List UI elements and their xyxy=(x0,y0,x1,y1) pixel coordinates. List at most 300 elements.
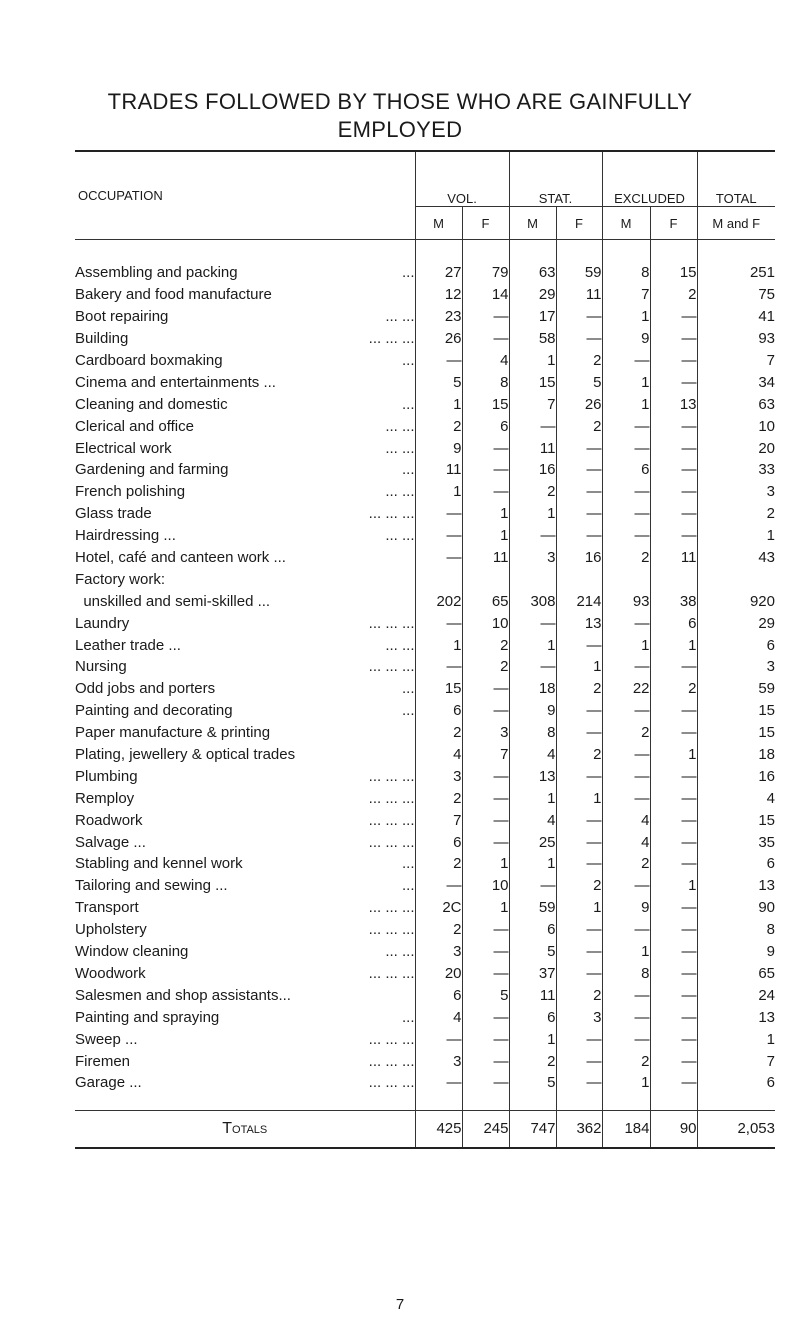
occupation-label: Assembling and packing xyxy=(75,264,238,282)
leader-dots: ... ... xyxy=(385,527,415,545)
total-cell: 9 xyxy=(697,941,775,963)
excluded-f-cell: — xyxy=(650,722,697,744)
vol-m-cell: 3 xyxy=(415,1050,462,1072)
occupation-label: French polishing xyxy=(75,483,186,501)
vol-m-cell: — xyxy=(415,656,462,678)
occupation-cell xyxy=(75,1050,415,1072)
stat-m-cell: 11 xyxy=(509,437,556,459)
excluded-m-cell: — xyxy=(602,875,650,897)
excluded-f-cell: — xyxy=(650,656,697,678)
total-cell: 3 xyxy=(697,656,775,678)
totals-stat-f: 362 xyxy=(556,1110,602,1148)
vol-m-cell: 12 xyxy=(415,284,462,306)
stat-f-cell xyxy=(556,568,602,590)
total-cell: 75 xyxy=(697,284,775,306)
leader-dots: ... xyxy=(401,680,415,698)
stat-f-cell: — xyxy=(556,306,602,328)
occupation-table xyxy=(75,150,775,1149)
totals-vol-m: 425 xyxy=(415,1110,462,1148)
leader-dots: ... xyxy=(401,702,415,720)
vol-m-cell: 6 xyxy=(415,831,462,853)
stat-f-cell: — xyxy=(556,765,602,787)
leader-dots: ... ... ... xyxy=(368,330,415,348)
occupation-cell xyxy=(75,371,415,393)
leader-dots: ... ... ... xyxy=(368,899,415,917)
page-title: TRADES FOLLOWED BY THOSE WHO ARE GAINFULLY EMPLOYED xyxy=(107,89,693,142)
excluded-m-cell: 2 xyxy=(602,722,650,744)
excluded-f-cell: — xyxy=(650,963,697,985)
excluded-m-cell: 7 xyxy=(602,284,650,306)
table-row xyxy=(75,525,775,547)
occupation-cell xyxy=(75,612,415,634)
total-cell: 65 xyxy=(697,963,775,985)
vol-m-cell: 7 xyxy=(415,809,462,831)
excluded-f-cell: 15 xyxy=(650,262,697,284)
stat-f-cell: 2 xyxy=(556,744,602,766)
excluded-m-cell: — xyxy=(602,350,650,372)
stat-f-cell: 16 xyxy=(556,547,602,569)
vol-f-cell: — xyxy=(462,765,509,787)
table-row xyxy=(75,262,775,284)
vol-f-cell: 1 xyxy=(462,853,509,875)
stat-header: STAT. xyxy=(509,152,602,207)
vol-f-cell: 6 xyxy=(462,415,509,437)
total-cell: 33 xyxy=(697,459,775,481)
occupation-label: Salesmen and shop assistants... xyxy=(75,986,291,1004)
vol-m-cell: — xyxy=(415,875,462,897)
stat-m-cell: 308 xyxy=(509,590,556,612)
vol-m-cell: — xyxy=(415,547,462,569)
stat-m-cell: 2 xyxy=(509,481,556,503)
stat-m-cell: 6 xyxy=(509,1006,556,1028)
occupation-label: Cleaning and domestic xyxy=(75,395,228,413)
occupation-label: Window cleaning xyxy=(75,943,189,961)
stat-m-cell: 15 xyxy=(509,371,556,393)
table-row xyxy=(75,984,775,1006)
stat-m-header: M xyxy=(509,207,556,240)
occupation-label: Painting and spraying xyxy=(75,1008,220,1026)
stat-m-cell: 29 xyxy=(509,284,556,306)
occupation-label: Stabling and kennel work xyxy=(75,855,243,873)
vol-f-cell: — xyxy=(462,1050,509,1072)
excluded-m-cell: — xyxy=(602,437,650,459)
table-row xyxy=(75,284,775,306)
occupation-label: Hairdressing ... xyxy=(75,527,176,545)
vol-f-cell: — xyxy=(462,700,509,722)
excluded-f-cell: — xyxy=(650,984,697,1006)
table-row xyxy=(75,963,775,985)
excluded-m-cell: — xyxy=(602,612,650,634)
stat-m-cell: 3 xyxy=(509,547,556,569)
vol-f-cell: 2 xyxy=(462,656,509,678)
occupation-cell xyxy=(75,678,415,700)
leader-dots: ... ... xyxy=(385,636,415,654)
excluded-f-cell: 11 xyxy=(650,547,697,569)
occupation-cell xyxy=(75,393,415,415)
total-cell: 4 xyxy=(697,787,775,809)
occupation-label: Boot repairing xyxy=(75,308,169,326)
vol-m-cell: — xyxy=(415,612,462,634)
total-mf-header: M and F xyxy=(697,207,775,240)
stat-f-header: F xyxy=(556,207,602,240)
excluded-m-cell: 8 xyxy=(602,262,650,284)
vol-m-cell: 27 xyxy=(415,262,462,284)
occupation-label: Upholstery xyxy=(75,921,147,939)
vol-m-cell: 1 xyxy=(415,393,462,415)
leader-dots: ... ... xyxy=(385,308,415,326)
total-cell: 8 xyxy=(697,919,775,941)
stat-m-cell: 9 xyxy=(509,700,556,722)
stat-m-cell: 37 xyxy=(509,963,556,985)
vol-m-cell: 23 xyxy=(415,306,462,328)
vol-f-cell: — xyxy=(462,459,509,481)
stat-f-cell: — xyxy=(556,437,602,459)
stat-f-cell: 2 xyxy=(556,350,602,372)
stat-f-cell: — xyxy=(556,853,602,875)
vol-f-cell: 1 xyxy=(462,503,509,525)
occupation-cell xyxy=(75,656,415,678)
stat-m-cell: 1 xyxy=(509,787,556,809)
excluded-m-cell: 1 xyxy=(602,1072,650,1094)
table-row xyxy=(75,393,775,415)
stat-m-cell xyxy=(509,568,556,590)
excluded-f-cell: — xyxy=(650,371,697,393)
excluded-m-cell: — xyxy=(602,787,650,809)
excluded-m-cell: — xyxy=(602,503,650,525)
total-cell: 90 xyxy=(697,897,775,919)
stat-f-cell: — xyxy=(556,459,602,481)
stat-m-cell: 2 xyxy=(509,1050,556,1072)
vol-m-cell: 1 xyxy=(415,634,462,656)
vol-f-cell: — xyxy=(462,437,509,459)
excluded-m-cell: 2 xyxy=(602,547,650,569)
excluded-f-cell: — xyxy=(650,1050,697,1072)
vol-f-cell: 79 xyxy=(462,262,509,284)
table-row xyxy=(75,722,775,744)
total-cell: 93 xyxy=(697,328,775,350)
excluded-m-cell: 6 xyxy=(602,459,650,481)
occupation-cell xyxy=(75,1072,415,1094)
vol-m-cell: 6 xyxy=(415,984,462,1006)
occupation-label: Laundry xyxy=(75,614,130,632)
leader-dots: ... xyxy=(401,352,415,369)
excluded-f-cell: 38 xyxy=(650,590,697,612)
leader-dots: ... ... ... xyxy=(368,658,415,676)
vol-f-cell: 10 xyxy=(462,875,509,897)
stat-f-cell: — xyxy=(556,481,602,503)
excluded-f-cell: 13 xyxy=(650,393,697,415)
excluded-m-cell: 1 xyxy=(602,393,650,415)
excluded-f-cell: 1 xyxy=(650,634,697,656)
stat-f-cell: 3 xyxy=(556,1006,602,1028)
stat-m-cell: 1 xyxy=(509,503,556,525)
leader-dots: ... ... ... xyxy=(368,833,415,851)
stat-f-cell: — xyxy=(556,919,602,941)
leader-dots: ... ... ... xyxy=(368,789,415,807)
occupation-cell xyxy=(75,306,415,328)
total-cell: 59 xyxy=(697,678,775,700)
excluded-f-cell: — xyxy=(650,503,697,525)
total-cell: 29 xyxy=(697,612,775,634)
stat-f-cell: — xyxy=(556,328,602,350)
excluded-m-cell: — xyxy=(602,415,650,437)
table-row xyxy=(75,700,775,722)
leader-dots: ... ... xyxy=(385,417,415,435)
stat-f-cell: 1 xyxy=(556,787,602,809)
stat-m-cell: 4 xyxy=(509,809,556,831)
vol-m-cell: 2 xyxy=(415,415,462,437)
occupation-cell xyxy=(75,481,415,503)
occupation-label: Odd jobs and porters xyxy=(75,680,216,698)
leader-dots: ... ... ... xyxy=(368,811,415,829)
occupation-cell xyxy=(75,525,415,547)
vol-f-cell: 8 xyxy=(462,371,509,393)
stat-m-cell: — xyxy=(509,525,556,547)
table-row xyxy=(75,503,775,525)
stat-f-cell: 2 xyxy=(556,984,602,1006)
occupation-label: Electrical work xyxy=(75,439,172,457)
occupation-cell xyxy=(75,415,415,437)
occupation-label: Plating, jewellery & optical trades xyxy=(75,746,296,764)
stat-m-cell: 7 xyxy=(509,393,556,415)
excluded-m-cell: 9 xyxy=(602,328,650,350)
excluded-m-cell: 2 xyxy=(602,853,650,875)
excluded-m-cell: 4 xyxy=(602,809,650,831)
vol-f-cell: 11 xyxy=(462,547,509,569)
vol-f-header: F xyxy=(462,207,509,240)
vol-header: VOL. xyxy=(415,152,509,207)
occupation-label: Building xyxy=(75,330,129,348)
totals-grand-total: 2,053 xyxy=(697,1110,775,1148)
stat-f-cell: 11 xyxy=(556,284,602,306)
occupation-label: Cinema and entertainments ... xyxy=(75,373,276,391)
vol-m-cell: 26 xyxy=(415,328,462,350)
occupation-label: Woodwork xyxy=(75,964,146,982)
vol-m-header: M xyxy=(415,207,462,240)
total-cell: 251 xyxy=(697,262,775,284)
excluded-f-cell: — xyxy=(650,525,697,547)
excluded-f-cell: — xyxy=(650,459,697,481)
vol-f-cell: 65 xyxy=(462,590,509,612)
occupation-label: Salvage ... xyxy=(75,833,146,851)
excluded-m-cell: 93 xyxy=(602,590,650,612)
leader-dots: ... xyxy=(401,461,415,479)
occupation-cell xyxy=(75,437,415,459)
total-header: TOTAL xyxy=(697,152,775,207)
excluded-f-cell: — xyxy=(650,919,697,941)
occupation-cell xyxy=(75,853,415,875)
occupation-cell xyxy=(75,765,415,787)
vol-f-cell: — xyxy=(462,809,509,831)
excluded-m-cell: 2 xyxy=(602,1050,650,1072)
vol-f-cell: — xyxy=(462,1072,509,1094)
leader-dots: ... xyxy=(401,877,415,895)
occupation-label: Roadwork xyxy=(75,811,143,829)
occupation-cell xyxy=(75,941,415,963)
totals-stat-m: 747 xyxy=(509,1110,556,1148)
table-row xyxy=(75,612,775,634)
vol-m-cell: 5 xyxy=(415,371,462,393)
occupation-label: unskilled and semi-skilled ... xyxy=(75,592,271,610)
occupation-cell xyxy=(75,634,415,656)
excluded-f-cell: 6 xyxy=(650,612,697,634)
occupation-cell xyxy=(75,1006,415,1028)
vol-m-cell: — xyxy=(415,1028,462,1050)
excluded-f-cell: — xyxy=(650,809,697,831)
excluded-f-cell: — xyxy=(650,1006,697,1028)
occupation-cell xyxy=(75,547,415,569)
vol-m-cell: 2 xyxy=(415,853,462,875)
total-cell: 13 xyxy=(697,875,775,897)
leader-dots: ... ... xyxy=(385,943,415,961)
stat-m-cell: 59 xyxy=(509,897,556,919)
table-row xyxy=(75,787,775,809)
leader-dots: ... ... ... xyxy=(368,921,415,939)
occupation-cell xyxy=(75,897,415,919)
occupation-label: Clerical and office xyxy=(75,417,194,435)
excluded-f-cell: 2 xyxy=(650,284,697,306)
table-body xyxy=(75,262,775,1094)
excluded-f-cell: 1 xyxy=(650,875,697,897)
vol-m-cell: 2 xyxy=(415,787,462,809)
stat-m-cell: — xyxy=(509,875,556,897)
vol-m-cell: 2 xyxy=(415,919,462,941)
stat-m-cell: 8 xyxy=(509,722,556,744)
occupation-cell xyxy=(75,831,415,853)
table-row xyxy=(75,547,775,569)
table-row xyxy=(75,853,775,875)
total-cell: 1 xyxy=(697,525,775,547)
table-row xyxy=(75,568,775,590)
occupation-cell xyxy=(75,1028,415,1050)
leader-dots: ... xyxy=(401,395,415,413)
vol-m-cell: — xyxy=(415,1072,462,1094)
vol-f-cell: — xyxy=(462,831,509,853)
total-cell: 2 xyxy=(697,503,775,525)
table-row xyxy=(75,371,775,393)
vol-m-cell: 1 xyxy=(415,481,462,503)
leader-dots: ... ... ... xyxy=(368,1074,415,1092)
total-cell: 3 xyxy=(697,481,775,503)
excluded-f-cell: — xyxy=(650,328,697,350)
leader-dots: ... ... ... xyxy=(368,964,415,982)
occupation-cell xyxy=(75,875,415,897)
stat-f-cell: — xyxy=(556,634,602,656)
excluded-m-cell: 1 xyxy=(602,306,650,328)
excluded-m-cell: 8 xyxy=(602,963,650,985)
occupation-label: Leather trade ... xyxy=(75,636,181,654)
stat-f-cell: — xyxy=(556,1028,602,1050)
stat-f-cell: 1 xyxy=(556,656,602,678)
vol-m-cell: 20 xyxy=(415,963,462,985)
stat-f-cell: 59 xyxy=(556,262,602,284)
vol-f-cell: — xyxy=(462,941,509,963)
excluded-m-cell: — xyxy=(602,1028,650,1050)
stat-f-cell: — xyxy=(556,700,602,722)
excluded-m-cell: — xyxy=(602,765,650,787)
table-row xyxy=(75,415,775,437)
stat-m-cell: 4 xyxy=(509,744,556,766)
total-cell: 63 xyxy=(697,393,775,415)
leader-dots: ... ... ... xyxy=(368,505,415,523)
stat-f-cell: — xyxy=(556,503,602,525)
total-cell: 6 xyxy=(697,1072,775,1094)
stat-f-cell: 13 xyxy=(556,612,602,634)
excluded-m-cell: — xyxy=(602,481,650,503)
vol-f-cell: 5 xyxy=(462,984,509,1006)
total-cell: 15 xyxy=(697,809,775,831)
excluded-f-cell xyxy=(650,568,697,590)
vol-m-cell: 4 xyxy=(415,744,462,766)
total-cell xyxy=(697,568,775,590)
occupation-cell xyxy=(75,744,415,766)
table-row xyxy=(75,350,775,372)
total-cell: 7 xyxy=(697,350,775,372)
stat-m-cell: 13 xyxy=(509,765,556,787)
excluded-f-cell: — xyxy=(650,897,697,919)
table-row xyxy=(75,1028,775,1050)
excluded-m-cell: 1 xyxy=(602,371,650,393)
stat-m-cell: 1 xyxy=(509,350,556,372)
total-cell: 7 xyxy=(697,1050,775,1072)
occupation-label: Sweep ... xyxy=(75,1030,138,1048)
totals-excluded-f: 90 xyxy=(650,1110,697,1148)
total-cell: 15 xyxy=(697,722,775,744)
occupation-cell xyxy=(75,809,415,831)
table-row xyxy=(75,765,775,787)
excluded-f-cell: — xyxy=(650,831,697,853)
vol-m-cell: 3 xyxy=(415,765,462,787)
totals-vol-f: 245 xyxy=(462,1110,509,1148)
total-cell: 15 xyxy=(697,700,775,722)
occupation-label: Transport xyxy=(75,899,139,917)
stat-m-cell: 1 xyxy=(509,634,556,656)
table-row xyxy=(75,306,775,328)
vol-m-cell: 3 xyxy=(415,941,462,963)
occupation-cell xyxy=(75,262,415,284)
vol-f-cell: 14 xyxy=(462,284,509,306)
totals-excluded-m: 184 xyxy=(602,1110,650,1148)
vol-m-cell: 2C xyxy=(415,897,462,919)
occupation-cell xyxy=(75,350,415,372)
vol-f-cell: 3 xyxy=(462,722,509,744)
totals-row xyxy=(75,1110,775,1148)
excluded-f-cell: — xyxy=(650,1028,697,1050)
stat-f-cell: — xyxy=(556,1050,602,1072)
excluded-m-cell xyxy=(602,568,650,590)
stat-m-cell: 16 xyxy=(509,459,556,481)
stat-m-cell: — xyxy=(509,656,556,678)
occupation-label: Bakery and food manufacture xyxy=(75,286,272,304)
occupation-cell xyxy=(75,284,415,306)
occupation-cell xyxy=(75,984,415,1006)
stat-m-cell: 5 xyxy=(509,941,556,963)
table-row xyxy=(75,481,775,503)
table-row xyxy=(75,875,775,897)
table-row xyxy=(75,656,775,678)
leader-dots: ... ... xyxy=(385,483,415,501)
table-row xyxy=(75,634,775,656)
occupation-cell xyxy=(75,328,415,350)
vol-f-cell: — xyxy=(462,306,509,328)
vol-m-cell: 2 xyxy=(415,722,462,744)
stat-f-cell: 5 xyxy=(556,371,602,393)
excluded-m-cell: — xyxy=(602,656,650,678)
stat-m-cell: 1 xyxy=(509,1028,556,1050)
occupation-cell xyxy=(75,568,415,590)
total-cell: 13 xyxy=(697,1006,775,1028)
stat-m-cell: 5 xyxy=(509,1072,556,1094)
